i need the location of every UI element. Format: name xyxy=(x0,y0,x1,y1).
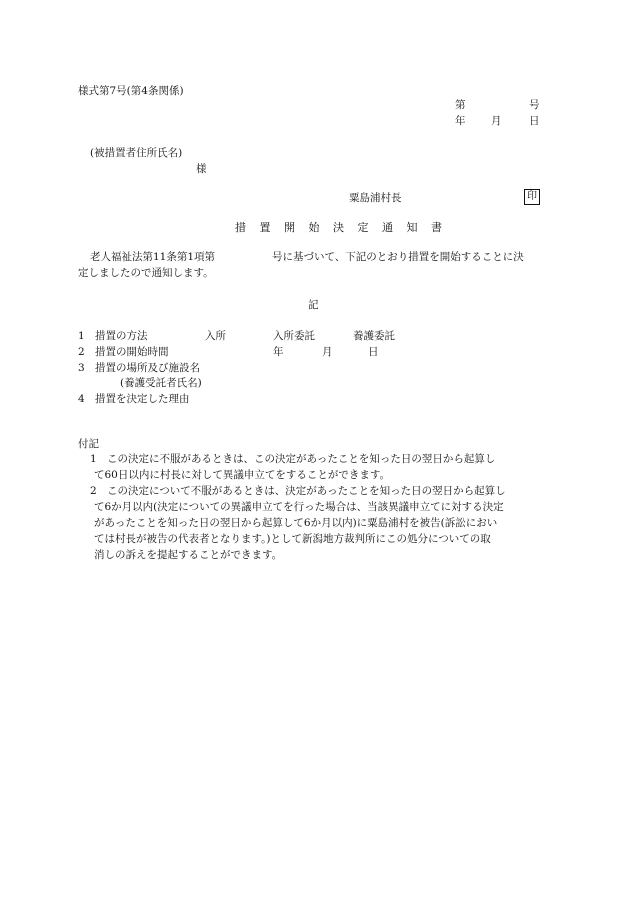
issuer-name: 粟島浦村長 xyxy=(349,192,402,204)
date-year: 年 xyxy=(455,115,466,127)
item-4-num: 4 xyxy=(78,393,85,405)
seal-mark xyxy=(524,189,540,205)
item-2-month: 月 xyxy=(322,346,333,358)
doc-number-dai: 第 xyxy=(455,99,466,111)
item-1-opt-yougo-itaku: 養護委託 xyxy=(353,330,395,342)
body-line-2: 定しましたので通知します。 xyxy=(78,267,214,279)
item-2-num: 2 xyxy=(78,346,85,358)
form-number: 様式第7号(第4条関係) xyxy=(78,85,184,97)
note-1-line-2: て60日以内に村長に対して異議申立てをすることができます。 xyxy=(94,469,391,481)
body-line-1b: 号に基づいて、下記のとおり措置を開始することに決 xyxy=(272,251,524,263)
note-2-line-3: があったことを知った日の翌日から起算して6か月以内)に粟島浦村を被告(訴訟におい xyxy=(94,517,498,529)
note-1-line-1: この決定に不服があるときは、この決定があったことを知った日の翌日から起算し xyxy=(107,453,496,465)
note-1-num: 1 xyxy=(90,453,97,465)
item-1-opt-nyusho: 入所 xyxy=(205,330,226,342)
item-1-opt-nyusho-itaku: 入所委託 xyxy=(273,330,315,342)
note-2-num: 2 xyxy=(90,485,97,497)
note-2-line-5: 消しの訴えを提起することができます。 xyxy=(94,549,283,561)
note-2-line-4: ては村長が被告の代表者となります。)として新潟地方裁判所にこの処分についての取 xyxy=(94,533,491,545)
body-line-1a: 老人福祉法第11条第1項第 xyxy=(90,251,216,263)
seal-icon: 印 xyxy=(524,189,540,205)
note-2-line-2: て6か月以内(決定についての異議申立てを行った場合は、当該異議申立てに対する決定 xyxy=(94,501,504,513)
note-2-line-1: この決定について不服があるときは、決定があったことを知った日の翌日から起算し xyxy=(107,485,506,497)
addressee-sama: 様 xyxy=(196,163,207,175)
item-4-label: 措置を決定した理由 xyxy=(95,393,190,405)
ki-heading: 記 xyxy=(308,299,319,311)
item-3-sub: (養護受託者氏名) xyxy=(120,377,202,389)
document-title: 措 置 開 始 決 定 通 知 書 xyxy=(235,221,447,234)
notes-heading: 付記 xyxy=(78,438,99,450)
item-3-num: 3 xyxy=(78,362,85,374)
date-month: 月 xyxy=(491,115,502,127)
doc-number-go: 号 xyxy=(529,99,540,111)
item-2-day: 日 xyxy=(368,346,379,358)
date-day: 日 xyxy=(529,115,540,127)
item-1-label: 措置の方法 xyxy=(95,330,148,342)
item-3-label: 措置の場所及び施設名 xyxy=(95,362,200,374)
item-2-year: 年 xyxy=(273,346,284,358)
addressee-label: (被措置者住所氏名) xyxy=(90,147,183,159)
item-1-num: 1 xyxy=(78,330,85,342)
item-2-label: 措置の開始時間 xyxy=(95,346,169,358)
